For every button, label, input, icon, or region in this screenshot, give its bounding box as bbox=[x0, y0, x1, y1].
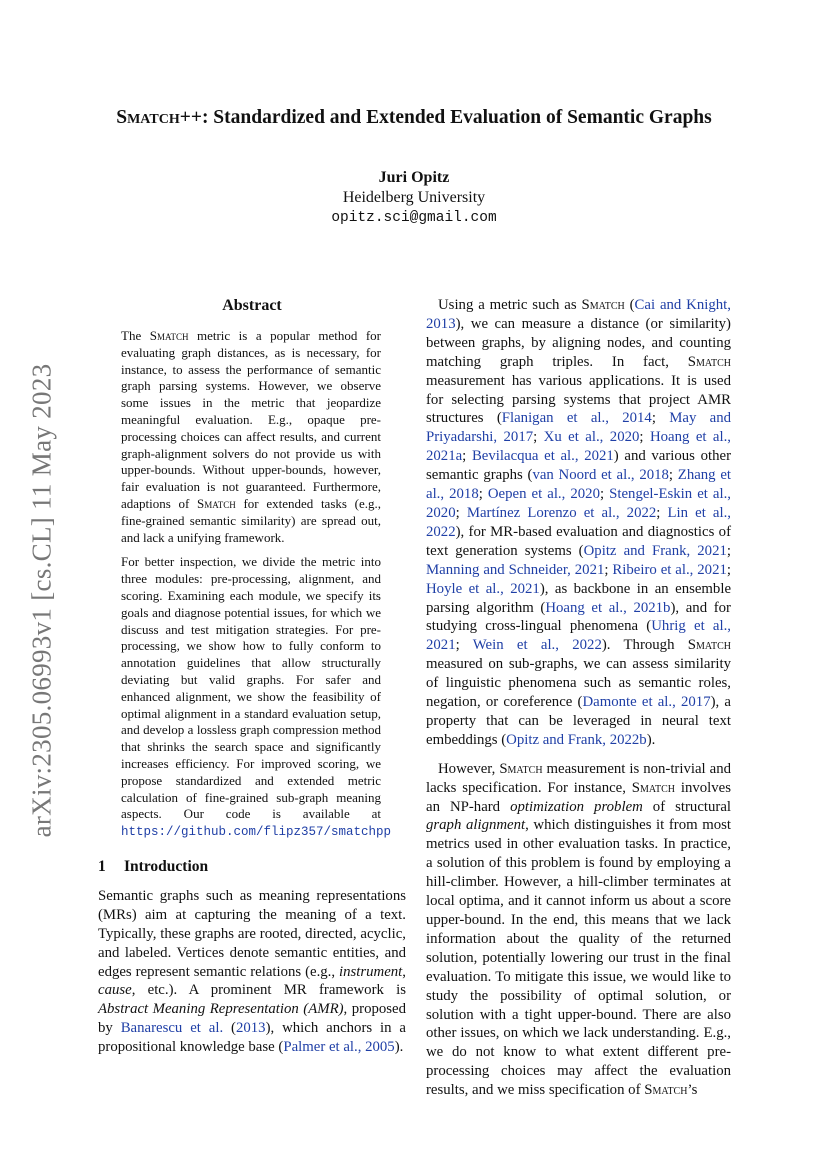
emphasis-text: cause bbox=[98, 982, 132, 999]
citation-link[interactable]: Ribeiro et al., 2021 bbox=[612, 561, 727, 578]
citation-link[interactable]: Stengel-Eskin et al., 2020 bbox=[426, 486, 731, 521]
abstract-paragraph-1: The Smatch metric is a popular method for evaluating graph distances, as is necessary, for instance, to assess the performance of semantic graph parsing systems. However, we observe some issues in the metric that jeopardize meaningful evaluation. E.g., opaque pre-processing choices can affect results, and current graph-alignment solvers do not provide us with upper-bounds. Without upper-bounds, however, fair evaluation is not guaranteed. Furthermore, adaptions of Smatch for extended tasks (e.g., fine-grained semantic similarity) are spread out, and lack a unifying framework. bbox=[121, 328, 381, 545]
citation-link[interactable]: Wein et al., 2022 bbox=[472, 637, 602, 654]
smallcaps-term: Smatch bbox=[644, 1082, 688, 1099]
section-heading-introduction bbox=[98, 857, 406, 877]
citation-link[interactable]: Opitz and Frank, 2022b bbox=[506, 731, 647, 748]
citation-link[interactable]: van Noord et al., 2018 bbox=[532, 467, 669, 484]
right-column bbox=[426, 296, 731, 1100]
citation-link[interactable]: Palmer et al., 2005 bbox=[283, 1039, 395, 1056]
citation-link[interactable]: May and Priyadarshi, 2017 bbox=[426, 410, 732, 446]
author-name: Juri Opitz bbox=[378, 169, 450, 186]
intro-paragraph-1: Semantic graphs such as meaning representations (MRs) aim at capturing the meaning of a text. Typically, these graphs are rooted, directed, acyclic, and labeled. Vertices denote semantic entities, and edges represent semantic relations (e.g., instrument, cause, etc.). A prominent MR framework is Abstract Meaning Representation (AMR), proposed by Banarescu et al. (2013), which anchors in a propositional knowledge base (Palmer et al., 2005). bbox=[98, 887, 406, 1056]
section-number: 1 bbox=[98, 857, 106, 875]
emphasis-text: Abstract Meaning Representation (AMR) bbox=[98, 1001, 344, 1018]
abstract-heading: Abstract bbox=[222, 297, 282, 314]
citation-link[interactable]: Hoang et al., 2021a bbox=[426, 429, 731, 465]
citation-link[interactable]: Oepen et al., 2020 bbox=[487, 486, 600, 503]
intro-paragraph-2: Using a metric such as Smatch (Cai and Knight, 2013), we can measure a distance (or similarity) between graphs, by aligning nodes, and counting matching graph triples. In fact, Smatch measurement has various applications. It is used for selecting parsing systems that project AMR structures (Flanigan et al., 2014; May and Priyadarshi, 2017; Xu et al., 2020; Hoang et al., 2021a; Bevilacqua et al., 2021) and various other semantic graphs (van Noord et al., 2018; Zhang et al., 2018; Oepen et al., 2020; Stengel-Eskin et al., 2020; Martínez Lorenzo et al., 2022; Lin et al., 2022), for MR-based evaluation and diagnostics of text generation systems (Opitz and Frank, 2021; Manning and Schneider, 2021; Ribeiro et al., 2021; Hoyle et al., 2021), as backbone in an ensemble parsing algorithm (Hoang et al., 2021b), and for studying cross-lingual phenomena (Uhrig et al., 2021; Wein et al., 2022). Through Smatch measured on sub-graphs, we can assess similarity of linguistic phenomena such as semantic roles, negation, or coreference (Damonte et al., 2017), a property that can be leveraged in neural text embeddings (Opitz and Frank, 2022b). bbox=[426, 297, 732, 748]
smallcaps-term: Smatch bbox=[631, 779, 676, 796]
citation-link[interactable]: Banarescu et al. bbox=[120, 1020, 224, 1037]
emphasis-text: optimization problem bbox=[510, 798, 643, 815]
citation-link[interactable]: Bevilacqua et al., 2021 bbox=[471, 448, 614, 465]
citation-link[interactable]: Martínez Lorenzo et al., 2022 bbox=[466, 504, 657, 521]
citation-link[interactable]: Hoyle et al., 2021 bbox=[426, 580, 540, 597]
citation-link[interactable]: 2013 bbox=[235, 1020, 266, 1037]
citation-link[interactable]: Hoang et al., 2021b bbox=[545, 599, 671, 616]
smallcaps-term: Smatch bbox=[581, 297, 625, 313]
title-rest: ++: Standardized and Extended Evaluation of Semantic Graphs bbox=[179, 107, 712, 128]
citation-link[interactable]: Cai and Knight, 2013 bbox=[426, 297, 731, 332]
citation-link[interactable]: Opitz and Frank, 2021 bbox=[583, 542, 727, 559]
title-smatch: Smatch bbox=[116, 107, 180, 128]
code-url-link[interactable]: https://github.com/flipz357/smatchpp bbox=[121, 825, 392, 840]
smallcaps-term: Smatch bbox=[687, 353, 731, 370]
intro-paragraph-3: However, Smatch measurement is non-trivial and lacks specification. For instance, Smatch involves an NP-hard optimization problem of structural graph alignment, which distinguishes it from most metrics used in other evaluation tasks. In practice, a solution of this problem is found by employing a hill-climber. However, a hill-climber terminates at local optima, and it cannot inform us about a score upper-bound. In the end, this means that we lack information about the quality of the returned solution, potentially lowering our trust in the final evaluation. To mitigate this issue, we would like to study the possibility of optimal solution, or solution with a tight upper-bound. There are also other issues, on which we lack understanding. E.g., we do not know to what extent different pre-processing choices may affect the evaluation results, and we miss specification of Smatch’s bbox=[426, 760, 731, 1099]
author-email[interactable]: opitz.sci@gmail.com bbox=[331, 210, 497, 226]
smallcaps-term: Smatch bbox=[149, 328, 189, 343]
emphasis-text: instrument bbox=[338, 963, 403, 980]
citation-link[interactable]: Manning and Schneider, 2021 bbox=[426, 561, 605, 578]
citation-link[interactable]: Damonte et al., 2017 bbox=[582, 694, 711, 711]
citation-link[interactable]: Lin et al., 2022 bbox=[426, 504, 732, 540]
smallcaps-term: Smatch bbox=[499, 760, 543, 777]
citation-link[interactable]: Zhang et al., 2018 bbox=[426, 467, 731, 503]
emphasis-text: graph alignment bbox=[426, 817, 526, 834]
section-title: Introduction bbox=[124, 857, 209, 875]
smallcaps-term: Smatch bbox=[197, 495, 236, 511]
citation-link[interactable]: Xu et al., 2020 bbox=[543, 429, 640, 446]
author-block bbox=[0, 168, 828, 228]
author-affiliation: Heidelberg University bbox=[342, 189, 486, 206]
citation-link[interactable]: Uhrig et al., 2021 bbox=[426, 618, 731, 654]
abstract-paragraph-2: For better inspection, we divide the metric into three modules: pre-processing, alignment, and scoring. Examining each module, we specify its goals and diagnose potential issues, for which we discuss and test mitigation strategies. For pre-processing, we show how to fully conform to annotation guidelines that allow structurally deviating but valid graphs. For safer and enhanced alignment, we show the feasibility of optimal alignment in a standard evaluation setup, and develop a lossless graph compression method that shrinks the search space and significantly increases efficiency. For improved scoring, we propose standardized and extended metric calculation of fine-grained sub-graph meaning aspects. Our code is available at https://github.com/flipz357/smatchpp bbox=[121, 554, 392, 840]
citation-link[interactable]: Flanigan et al., 2014 bbox=[501, 410, 652, 427]
paper-title bbox=[0, 106, 828, 130]
smallcaps-term: Smatch bbox=[687, 637, 732, 654]
arxiv-identifier[interactable]: arXiv:2305.06993v1 [cs.CL] 11 May 2023 bbox=[26, 363, 57, 837]
arxiv-side-label-wrapper bbox=[22, 350, 62, 850]
left-column bbox=[98, 296, 406, 1057]
